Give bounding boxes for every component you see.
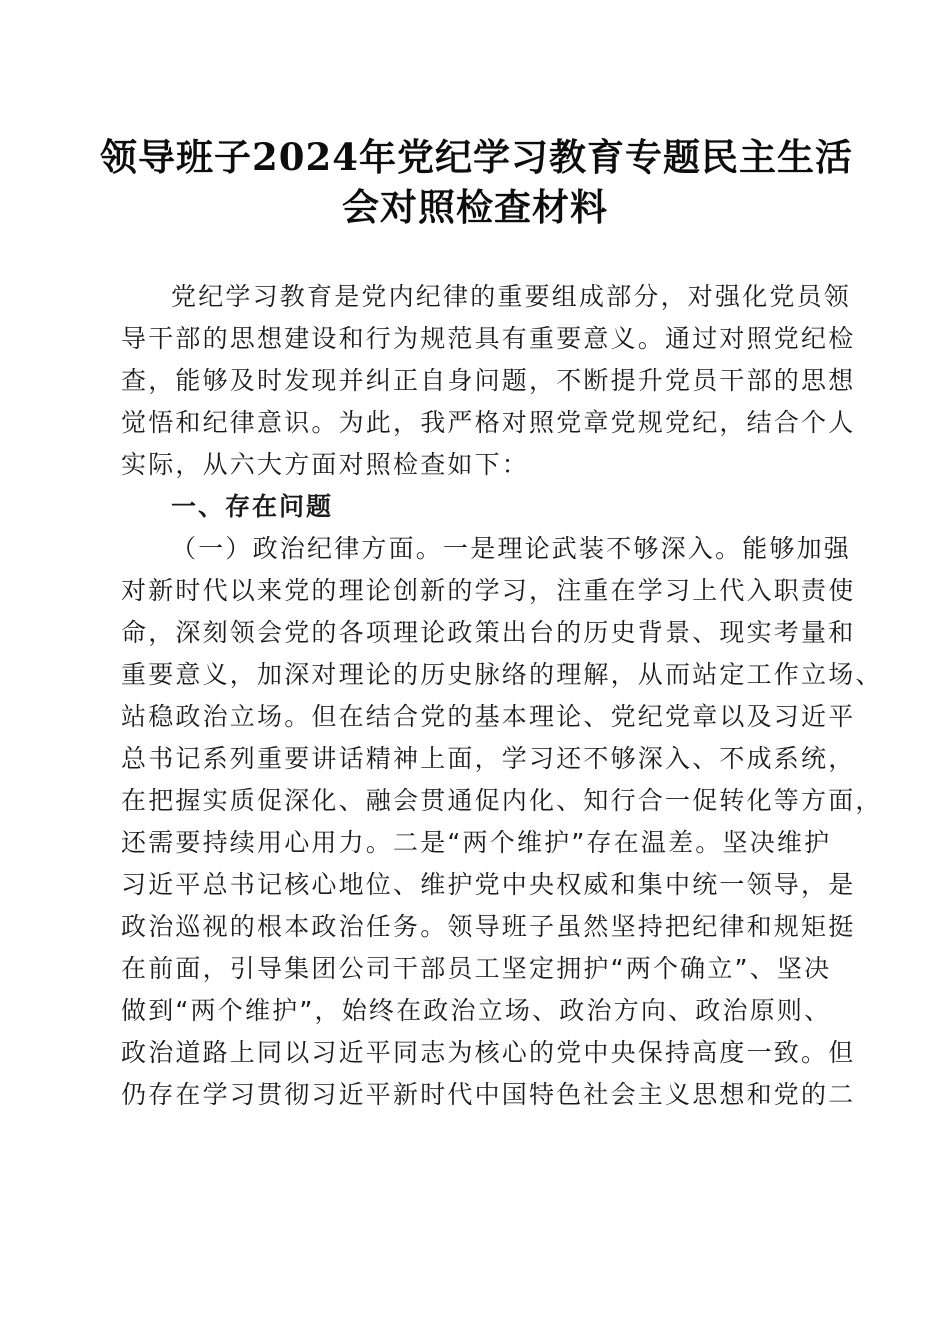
section-line: 做到“两个维护”，始终在政治立场、政治方向、政治原则、 xyxy=(121,996,832,1025)
section-line: 习近平总书记核心地位、维护党中央权威和集中统一领导，是 xyxy=(121,870,856,899)
intro-line: 查，能够及时发现并纠正自身问题，不断提升党员干部的思想 xyxy=(121,366,856,395)
section-line: 站稳政治立场。但在结合党的基本理论、党纪党章以及习近平 xyxy=(121,702,856,731)
document-title xyxy=(100,132,853,232)
section-line: 总书记系列重要讲话精神上面，学习还不够深入、不成系统， xyxy=(121,744,856,773)
intro-line: 导干部的思想建设和行为规范具有重要意义。通过对照党纪检 xyxy=(121,324,856,353)
section-line: 仍存在学习贯彻习近平新时代中国特色社会主义思想和党的二 xyxy=(121,1080,856,1109)
intro-line: 党纪学习教育是党内纪律的重要组成部分，对强化党员领 xyxy=(171,282,852,311)
intro-line: 实际，从六大方面对照检查如下： xyxy=(121,450,530,479)
section-line: 命，深刻领会党的各项理论政策出台的历史背景、现实考量和 xyxy=(121,618,856,647)
section-line: 重要意义，加深对理论的历史脉络的理解，从而站定工作立场、 xyxy=(121,660,883,689)
section-line: 在把握实质促深化、融会贯通促内化、知行合一促转化等方面， xyxy=(121,786,883,815)
section-line: （一）政治纪律方面。一是理论武装不够深入。能够加强 xyxy=(171,534,852,563)
document-body xyxy=(121,276,883,1116)
section-heading: 一、存在问题 xyxy=(171,492,334,521)
section-line: 在前面，引导集团公司干部员工坚定拥护“两个确立”、坚决 xyxy=(121,954,832,983)
section-line: 对新时代以来党的理论创新的学习，注重在学习上代入职责使 xyxy=(121,576,856,605)
intro-line: 觉悟和纪律意识。为此，我严格对照党章党规党纪，结合个人 xyxy=(121,408,856,437)
section-line: 政治道路上同以习近平同志为核心的党中央保持高度一致。但 xyxy=(121,1038,856,1067)
title-line-2: 会对照检查材料 xyxy=(342,185,608,229)
title-line-1: 领导班子2024年党纪学习教育专题民主生活 xyxy=(100,135,853,179)
section-line: 还需要持续用心用力。二是“两个维护”存在温差。坚决维护 xyxy=(121,828,832,857)
section-line: 政治巡视的根本政治任务。领导班子虽然坚持把纪律和规矩挺 xyxy=(121,912,856,941)
